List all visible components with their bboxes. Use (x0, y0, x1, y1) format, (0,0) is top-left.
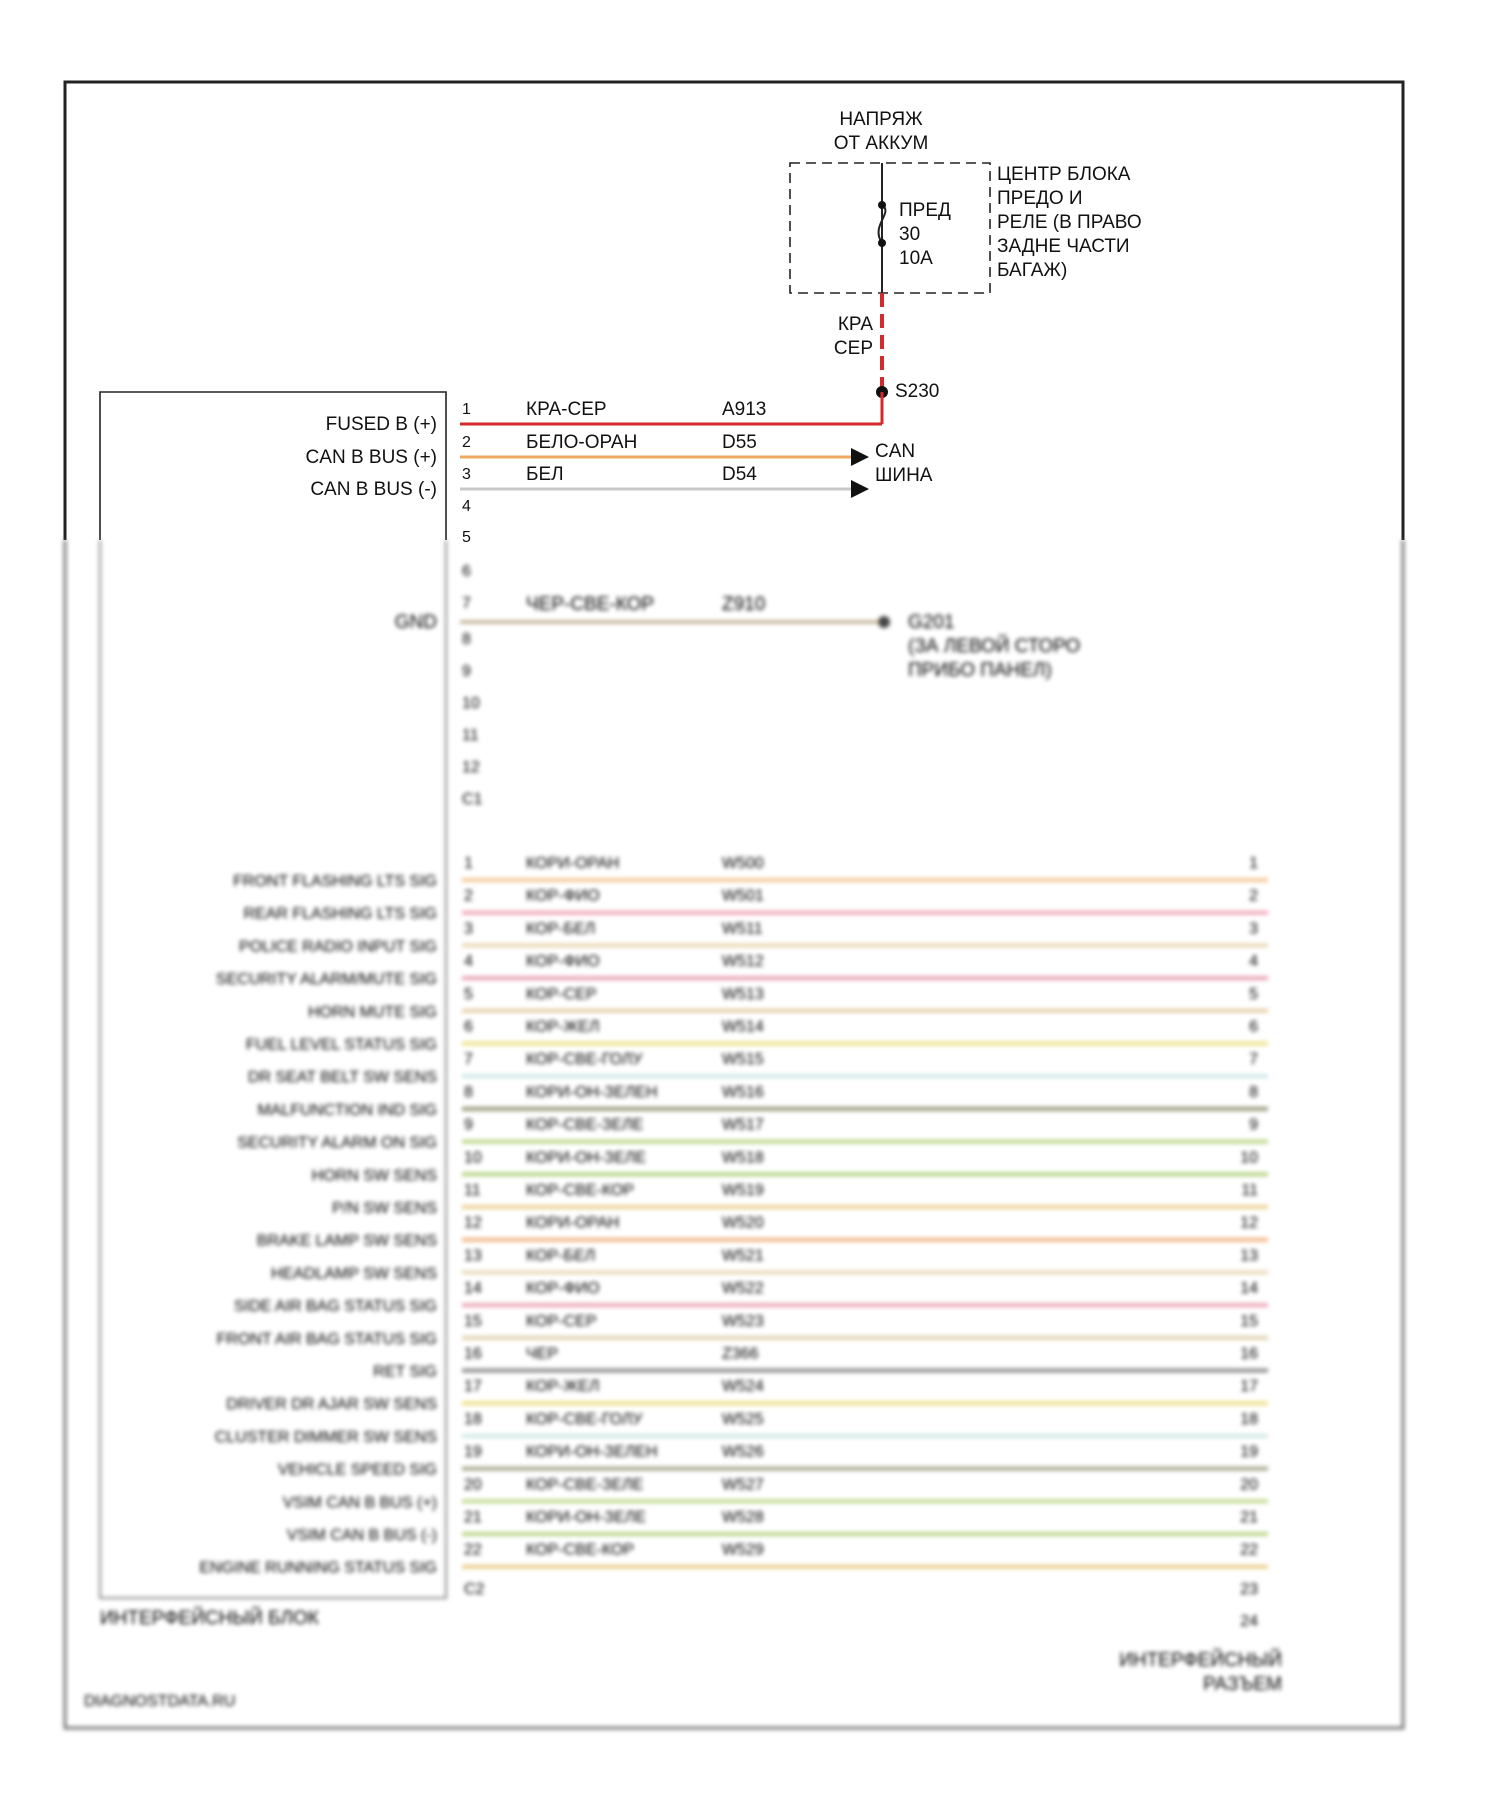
c2-pin-7: 7 (464, 1051, 473, 1069)
c2-label-17: DRIVER DR AJAR SW SENS (226, 1396, 437, 1414)
c2-right-pin-16: 16 (1240, 1345, 1258, 1363)
c2-label-18: CLUSTER DIMMER SW SENS (214, 1428, 437, 1446)
c2-label-10: HORN SW SENS (311, 1167, 437, 1185)
right-pin-24: 24 (1240, 1613, 1258, 1630)
c2-right-pin-20: 20 (1240, 1476, 1258, 1494)
can-bus-label-2: ШИНА (875, 465, 933, 486)
fuse-terminal-top (878, 201, 886, 209)
c2-circuit-6: W514 (722, 1018, 764, 1036)
c2-right-pin-11: 11 (1241, 1182, 1258, 1199)
c2-circuit-14: W522 (722, 1280, 764, 1298)
fuse-box (790, 163, 990, 293)
can-bus-arrow-plus-icon (851, 448, 869, 466)
wire-7-color: ЧЕР-СВЕ-КОР (526, 594, 655, 615)
pin-7-label: GND (394, 612, 437, 633)
c2-label-13: HEADLAMP SW SENS (271, 1265, 437, 1283)
c2-right-pin-9: 9 (1249, 1116, 1258, 1134)
c2-wire-color-2: КОР-ФИО (526, 887, 600, 905)
c2-wire-color-12: КОРИ-ОРАН (526, 1214, 620, 1232)
wire-7-circuit: Z910 (722, 594, 766, 615)
c2-label-15: FRONT AIR BAG STATUS SIG (216, 1330, 437, 1348)
c2-pin-3: 3 (464, 920, 473, 938)
fuse-box-desc-4: ЗАДНЕ ЧАСТИ (997, 236, 1130, 257)
c2-label-8: MALFUNCTION IND SIG (257, 1101, 437, 1119)
c2-circuit-15: W523 (722, 1312, 764, 1330)
c2-pin-20: 20 (464, 1476, 482, 1494)
c2-circuit-10: W518 (722, 1149, 764, 1167)
c2-pin-9: 9 (464, 1116, 473, 1134)
c2-label-20: VSIM CAN B BUS (+) (282, 1494, 437, 1512)
c2-circuit-4: W512 (722, 953, 764, 971)
pin-7-num: 7 (462, 595, 471, 612)
pin-2-num: 2 (462, 434, 471, 451)
c2-pin-14: 14 (464, 1280, 482, 1298)
c2-pin-8: 8 (464, 1083, 473, 1101)
blurred-region (395, 563, 1081, 808)
c2-label-14: SIDE AIR BAG STATUS SIG (233, 1298, 437, 1316)
pin-8-num: 8 (462, 631, 471, 648)
c2-wire-color-11: КОР-СВЕ-КОР (526, 1182, 635, 1199)
c2-label-22: ENGINE RUNNING STATUS SIG (199, 1559, 437, 1577)
c2-circuit-16: Z366 (722, 1345, 759, 1363)
c2-right-pin-12: 12 (1240, 1214, 1258, 1232)
c2-label-16: RET SIG (373, 1363, 437, 1381)
c2-right-pin-2: 2 (1249, 887, 1258, 905)
c2-pin-1: 1 (464, 855, 473, 872)
ground-node (878, 616, 890, 628)
c2-circuit-22: W529 (722, 1541, 764, 1559)
c2-label-1: FRONT FLASHING LTS SIG (233, 873, 437, 890)
c2-right-pin-8: 8 (1249, 1083, 1258, 1101)
pin-10-num: 10 (462, 695, 480, 712)
fuse-box-desc-5: БАГАЖ) (997, 260, 1068, 281)
c2-circuit-1: W500 (722, 855, 764, 872)
c2-wire-color-21: КОРИ-ОН-ЗЕЛЕ (526, 1509, 646, 1526)
c2-label-21: VSIM CAN B BUS (-) (286, 1527, 437, 1544)
c2-circuit-13: W521 (722, 1247, 764, 1265)
connector-c2-rows (199, 855, 1268, 1577)
c2-pin-21: 21 (464, 1509, 482, 1526)
wire-2-circuit: D55 (722, 432, 757, 453)
c2-circuit-18: W525 (722, 1410, 764, 1428)
fuse-name: ПРЕД (899, 200, 951, 221)
c2-circuit-12: W520 (722, 1214, 764, 1232)
pin-2-label: CAN B BUS (+) (305, 447, 437, 468)
c2-right-pin-13: 13 (1240, 1247, 1258, 1265)
c2-label-7: DR SEAT BELT SW SENS (247, 1069, 437, 1087)
fuse-terminal-bottom (878, 239, 886, 247)
pin-3-num: 3 (462, 466, 471, 483)
c2-pin-16: 16 (464, 1345, 482, 1363)
connector-right-label-1: ИНТЕРФЕЙСНЫЙ (1119, 1650, 1282, 1671)
pin-6-num: 6 (462, 563, 471, 580)
ground-id: G201 (908, 612, 955, 633)
c2-right-pin-1: 1 (1249, 855, 1258, 872)
pin-12-num: 12 (462, 759, 480, 776)
pin-1-label: FUSED B (+) (325, 414, 437, 435)
c2-circuit-2: W501 (722, 887, 764, 905)
power-source-label: НАПРЯЖ (839, 109, 923, 130)
c2-wire-color-15: КОР-СЕР (526, 1312, 597, 1330)
c2-circuit-3: W511 (722, 920, 763, 938)
fuse-box-desc-2: ПРЕДО И (997, 188, 1083, 209)
c2-wire-color-19: КОРИ-ОН-ЗЕЛЕН (526, 1443, 658, 1461)
c2-pin-4: 4 (464, 953, 473, 971)
c2-pin-6: 6 (464, 1018, 473, 1036)
c2-right-pin-19: 19 (1240, 1443, 1258, 1461)
c2-wire-color-17: КОР-ЖЕЛ (526, 1378, 600, 1396)
pin-11-num: 11 (462, 727, 479, 744)
c2-wire-color-8: КОРИ-ОН-ЗЕЛЕН (526, 1083, 658, 1101)
c2-wire-color-13: КОР-БЕЛ (526, 1247, 596, 1265)
pin-3-label: CAN B BUS (-) (310, 479, 437, 500)
c2-wire-color-10: КОРИ-ОН-ЗЕЛЕ (526, 1149, 646, 1167)
ground-location-2: ПРИБО ПАНЕЛ) (908, 660, 1052, 681)
c2-circuit-21: W528 (722, 1509, 764, 1526)
c2-pin-15: 15 (464, 1312, 482, 1330)
c2-right-pin-17: 17 (1240, 1378, 1258, 1396)
c2-wire-color-16: ЧЕР (526, 1345, 559, 1363)
c2-pin-18: 18 (464, 1410, 482, 1428)
wire-3-circuit: D54 (722, 464, 757, 485)
c2-label-9: SECURITY ALARM ON SIG (237, 1134, 437, 1152)
c2-pin-22: 22 (464, 1541, 482, 1559)
c2-label-5: HORN MUTE SIG (308, 1003, 437, 1021)
c2-circuit-8: W516 (722, 1083, 764, 1101)
fuse-rating: 10A (899, 248, 933, 269)
c2-circuit-11: W519 (722, 1182, 764, 1199)
module-label: ИНТЕРФЕЙСНЫЙ БЛОК (100, 1608, 319, 1629)
wire-2-color: БЕЛО-ОРАН (526, 432, 638, 453)
c2-label-6: FUEL LEVEL STATUS SIG (245, 1036, 437, 1054)
c2-right-pin-6: 6 (1249, 1018, 1258, 1036)
c2-pin-13: 13 (464, 1247, 482, 1265)
c2-wire-color-4: КОР-ФИО (526, 953, 600, 971)
c2-wire-color-14: КОР-ФИО (526, 1280, 600, 1298)
wire-3-color: БЕЛ (526, 464, 564, 485)
c2-pin-10: 10 (464, 1149, 482, 1167)
wire-1-circuit: A913 (722, 399, 767, 420)
can-bus-label-1: CAN (875, 441, 916, 462)
c2-pin-12: 12 (464, 1214, 482, 1232)
c2-pin-5: 5 (464, 985, 473, 1003)
can-bus-arrow-minus-icon (851, 480, 869, 498)
connector-right-label-2: РАЗЪЕМ (1203, 1674, 1282, 1695)
connector-c1-id: C1 (462, 791, 483, 808)
fuse-box-desc-3: РЕЛЕ (В ПРАВО (997, 212, 1142, 233)
c2-circuit-19: W526 (722, 1443, 764, 1461)
splice-label: S230 (895, 381, 940, 402)
c2-right-pin-7: 7 (1249, 1051, 1258, 1069)
c2-wire-color-9: КОР-СВЕ-ЗЕЛЕ (526, 1116, 644, 1134)
c2-wire-color-18: КОР-СВЕ-ГОЛУ (526, 1410, 643, 1428)
c2-pin-2: 2 (464, 887, 473, 905)
blurred-footer (84, 1581, 1282, 1710)
c2-wire-color-5: КОР-СЕР (526, 985, 597, 1003)
right-pin-23: 23 (1240, 1581, 1258, 1598)
c2-label-4: SECURITY ALARM/MUTE SIG (215, 971, 437, 989)
c2-right-pin-5: 5 (1249, 985, 1258, 1003)
connector-c2-id: C2 (464, 1581, 485, 1598)
c2-circuit-17: W524 (722, 1378, 764, 1396)
c2-right-pin-3: 3 (1249, 920, 1258, 938)
c2-wire-color-6: КОР-ЖЕЛ (526, 1018, 600, 1036)
c2-wire-color-7: КОР-СВЕ-ГОЛУ (526, 1051, 643, 1069)
feed-wire-color-2: СЕР (833, 338, 873, 359)
c2-right-pin-22: 22 (1240, 1541, 1258, 1559)
c2-right-pin-14: 14 (1240, 1280, 1258, 1298)
c2-pin-11: 11 (464, 1182, 481, 1199)
c2-circuit-5: W513 (722, 985, 764, 1003)
c2-right-pin-15: 15 (1240, 1312, 1258, 1330)
c2-circuit-9: W517 (722, 1116, 764, 1134)
c2-wire-color-3: КОР-БЕЛ (526, 920, 596, 938)
c2-right-pin-21: 21 (1240, 1509, 1258, 1526)
c2-label-12: BRAKE LAMP SW SENS (256, 1232, 437, 1250)
c2-right-pin-18: 18 (1240, 1410, 1258, 1428)
c2-wire-color-1: КОРИ-ОРАН (526, 855, 620, 872)
ground-location-1: (ЗА ЛЕВОЙ СТОРО (908, 636, 1081, 657)
pin-5-num: 5 (462, 529, 471, 546)
fuse-number: 30 (899, 224, 921, 245)
c2-label-11: P/N SW SENS (332, 1200, 437, 1217)
c2-pin-19: 19 (464, 1443, 482, 1461)
pin-4-num: 4 (462, 498, 471, 515)
pin-9-num: 9 (462, 663, 471, 680)
c2-circuit-20: W527 (722, 1476, 764, 1494)
c2-label-2: REAR FLASHING LTS SIG (243, 905, 437, 923)
wire-1-color: КРА-СЕР (526, 399, 607, 420)
c2-label-19: VEHICLE SPEED SIG (277, 1461, 437, 1479)
c2-wire-color-22: КОР-СВЕ-КОР (526, 1541, 635, 1559)
power-source-label-2: ОТ АККУМ (833, 133, 929, 154)
c2-label-3: POLICE RADIO INPUT SIG (239, 938, 437, 956)
watermark: DIAGNOSTDATA.RU (84, 1693, 236, 1710)
pin-1-num: 1 (462, 401, 471, 418)
c2-circuit-7: W515 (722, 1051, 764, 1069)
feed-wire-color-1: КРА (837, 314, 873, 335)
c2-right-pin-4: 4 (1249, 953, 1258, 971)
c2-right-pin-10: 10 (1240, 1149, 1258, 1167)
fuse-box-desc-1: ЦЕНТР БЛОКА (997, 164, 1131, 185)
c2-pin-17: 17 (464, 1378, 482, 1396)
c2-wire-color-20: КОР-СВЕ-ЗЕЛЕ (526, 1476, 644, 1494)
